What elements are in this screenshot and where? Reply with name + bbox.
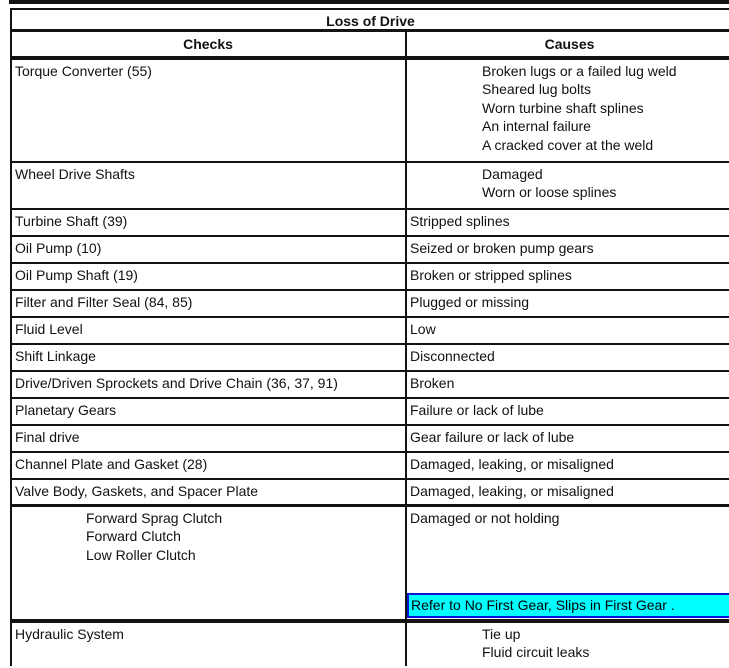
check-line: Forward Sprag Clutch [86, 509, 223, 526]
causes-cell [407, 480, 729, 504]
table-row-hydraulic-system [12, 623, 729, 666]
table-row-shift-linkage [12, 345, 729, 372]
cause-line: Broken lugs or a failed lug weld [482, 62, 677, 79]
cause-line: An internal failure [482, 118, 591, 134]
table-title: Loss of Drive [326, 13, 415, 29]
check-cell [12, 345, 407, 370]
cause-line: Damaged or not holding [410, 509, 560, 526]
check-cell [12, 237, 407, 262]
check-cell [12, 426, 407, 451]
cause-line: Tie up [482, 625, 521, 642]
causes-cell [407, 623, 729, 666]
check-cell [12, 318, 407, 343]
check-line: Forward Clutch [86, 528, 181, 544]
causes-cell [407, 237, 729, 262]
causes-cell [407, 60, 729, 161]
check-text: Oil Pump Shaft (19) [15, 266, 138, 283]
table-title-row [12, 10, 729, 32]
check-text: Filter and Filter Seal (84, 85) [15, 293, 193, 310]
check-text: Shift Linkage [15, 347, 96, 364]
check-cell [12, 291, 407, 316]
cause-line: Damaged, leaking, or misaligned [410, 455, 614, 472]
check-cell [12, 60, 407, 161]
check-cell [12, 372, 407, 397]
column-header-causes: Causes [544, 36, 595, 52]
check-cell [12, 480, 407, 504]
cause-line: Worn turbine shaft splines [482, 99, 644, 116]
check-cell [12, 163, 407, 208]
loss-of-drive-table [10, 8, 729, 666]
check-text: Final drive [15, 428, 80, 445]
check-text: Torque Converter (55) [15, 62, 152, 79]
cause-line: Disconnected [410, 347, 495, 364]
check-cell [12, 623, 407, 666]
cause-line: Gear failure or lack of lube [410, 428, 575, 445]
check-text: Turbine Shaft (39) [15, 212, 128, 229]
check-cell [12, 210, 407, 235]
table-row-valve-body [12, 480, 729, 507]
check-text: Planetary Gears [15, 401, 117, 418]
table-row-channel-plate-gasket [12, 453, 729, 480]
check-line: Low Roller Clutch [86, 546, 196, 563]
table-row-turbine-shaft [12, 210, 729, 237]
causes-cell [407, 163, 729, 208]
check-text: Fluid Level [15, 320, 83, 337]
causes-cell [407, 426, 729, 451]
cause-line: A cracked cover at the weld [482, 136, 654, 153]
cause-line: Stripped splines [410, 212, 510, 229]
check-cell [12, 264, 407, 289]
cause-line: Low [410, 320, 436, 337]
cause-line: Plugged or missing [410, 293, 530, 310]
table-row-wheel-drive-shafts [12, 163, 729, 210]
causes-cell [407, 264, 729, 289]
check-text: Oil Pump (10) [15, 239, 102, 256]
table-row-fluid-level [12, 318, 729, 345]
causes-cell [407, 318, 729, 343]
causes-cell [407, 372, 729, 397]
check-cell [12, 453, 407, 478]
cause-line: Failure or lack of lube [410, 401, 544, 418]
cause-line: Broken or stripped splines [410, 266, 572, 283]
table-row-torque-converter [12, 60, 729, 163]
check-cell [12, 399, 407, 424]
cause-line: Fluid circuit leaks [482, 644, 590, 660]
cause-line: Broken [410, 374, 455, 391]
table-row-planetary-gears [12, 399, 729, 426]
check-text: Channel Plate and Gasket (28) [15, 455, 208, 472]
check-text: Hydraulic System [15, 625, 124, 642]
causes-cell [407, 453, 729, 478]
check-text: Drive/Driven Sprockets and Drive Chain (36, 37, 91) [15, 374, 338, 391]
check-cell [12, 507, 407, 619]
table-row-oil-pump-shaft [12, 264, 729, 291]
cause-line: Damaged [482, 165, 543, 182]
table-row-drive-sprockets-chain [12, 372, 729, 399]
causes-cell [407, 210, 729, 235]
table-row-final-drive [12, 426, 729, 453]
table-row-filter-and-seal [12, 291, 729, 318]
check-text: Wheel Drive Shafts [15, 165, 135, 182]
causes-cell [407, 399, 729, 424]
table-row-oil-pump [12, 237, 729, 264]
causes-cell [407, 507, 729, 619]
causes-cell [407, 345, 729, 370]
table-row-clutches [12, 507, 729, 623]
column-header-checks: Checks [12, 32, 407, 56]
check-text: Valve Body, Gaskets, and Spacer Plate [15, 482, 259, 499]
cause-line: Seized or broken pump gears [410, 239, 594, 256]
cause-line: Worn or loose splines [482, 184, 617, 200]
refer-to-no-first-gear-link[interactable]: Refer to No First Gear, Slips in First Gear . [407, 593, 729, 618]
cause-line: Sheared lug bolts [482, 81, 591, 97]
cropped-content-edge-line [9, 0, 729, 4]
causes-cell [407, 291, 729, 316]
cause-line: Damaged, leaking, or misaligned [410, 482, 614, 499]
table-header-row [12, 32, 729, 60]
